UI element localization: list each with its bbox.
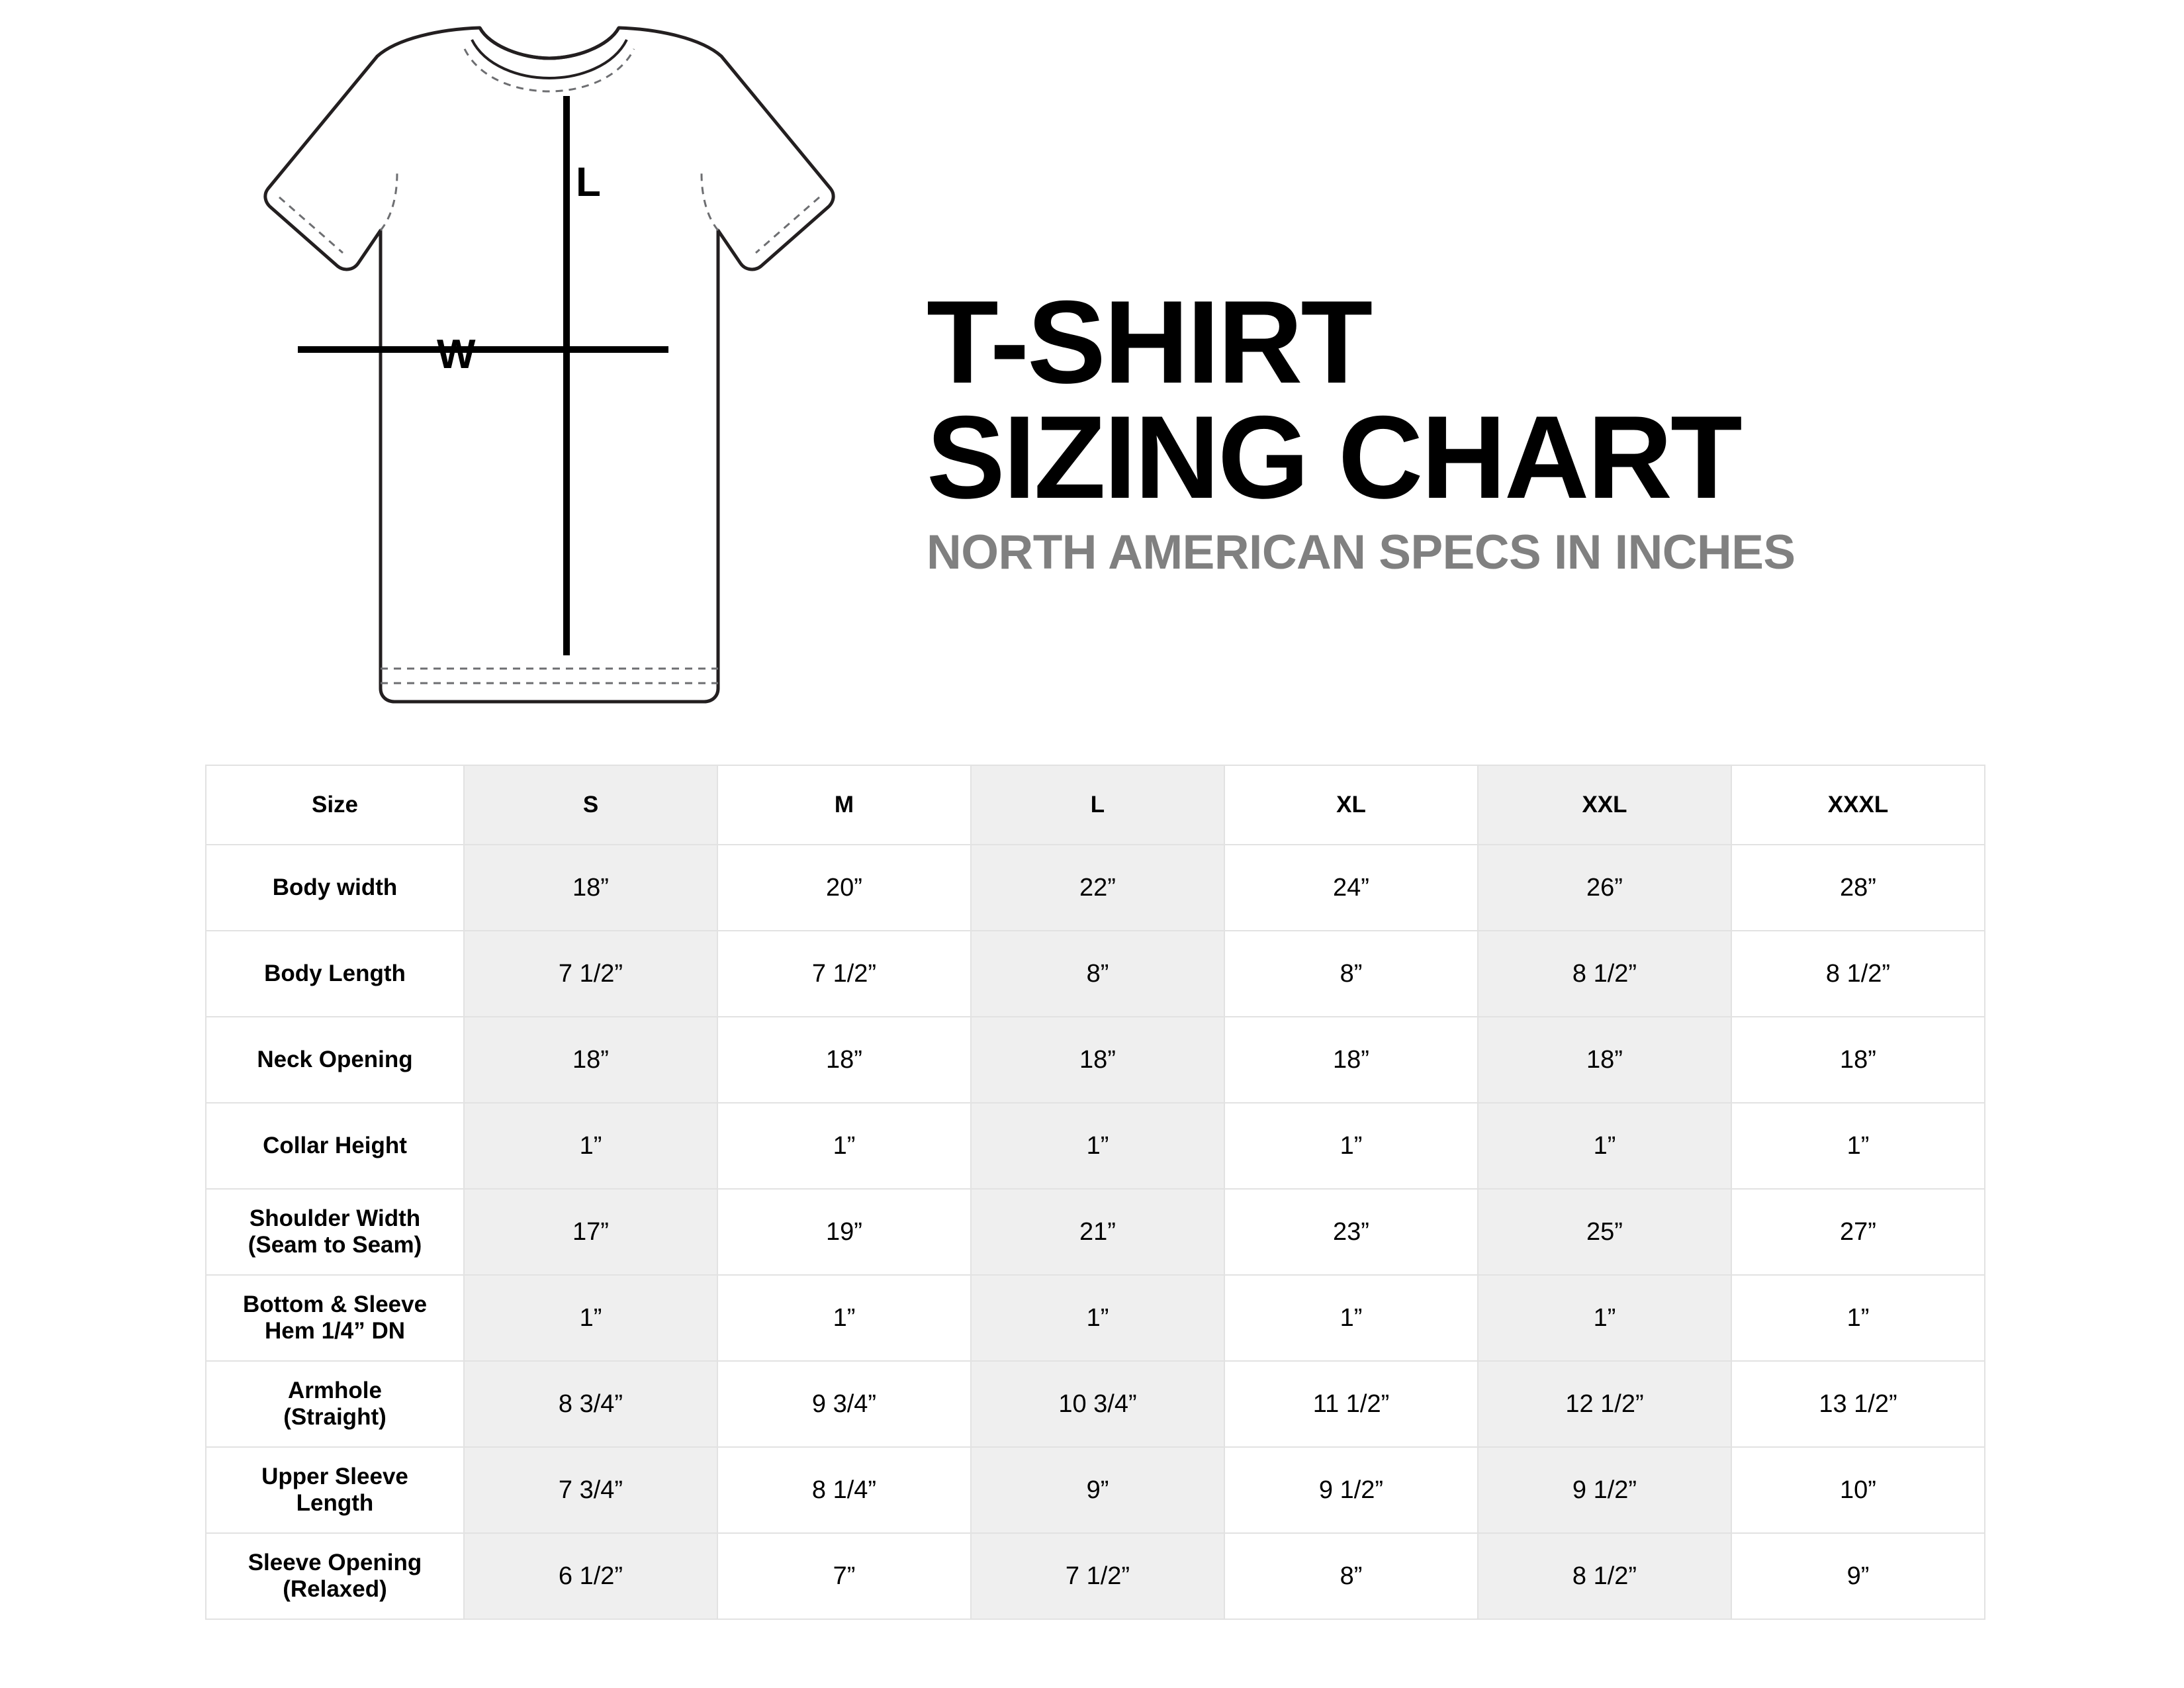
table-cell: 17” <box>464 1189 717 1275</box>
table-cell: 28” <box>1731 845 1985 931</box>
table-cell: 9 1/2” <box>1224 1447 1478 1533</box>
table-cell: 26” <box>1478 845 1731 931</box>
table-cell: 8 1/4” <box>717 1447 971 1533</box>
table-cell: 18” <box>1731 1017 1985 1103</box>
table-cell: 18” <box>464 1017 717 1103</box>
table-cell: 7” <box>717 1533 971 1619</box>
table-cell: 18” <box>1224 1017 1478 1103</box>
column-header-xl: XL <box>1224 765 1478 845</box>
table-cell: 1” <box>1224 1103 1478 1189</box>
table-cell: 1” <box>1224 1275 1478 1361</box>
column-header-size: Size <box>206 765 464 845</box>
table-row <box>206 845 1985 931</box>
table-row <box>206 931 1985 1017</box>
header-area <box>0 0 2184 748</box>
page-title-line1: T-SHIRT <box>927 276 1371 408</box>
table-row <box>206 1017 1985 1103</box>
table-row <box>206 1447 1985 1533</box>
column-header-s: S <box>464 765 717 845</box>
table-cell: 27” <box>1731 1189 1985 1275</box>
page-subtitle: NORTH AMERICAN SPECS IN INCHES <box>927 525 1796 579</box>
row-label: Neck Opening <box>206 1017 464 1103</box>
row-label: Armhole (Straight) <box>206 1361 464 1447</box>
row-label: Body width <box>206 845 464 931</box>
table-cell: 23” <box>1224 1189 1478 1275</box>
table-cell: 18” <box>971 1017 1224 1103</box>
sizing-table <box>205 765 1985 1620</box>
row-label: Sleeve Opening (Relaxed) <box>206 1533 464 1619</box>
column-header-xxxl: XXXL <box>1731 765 1985 845</box>
column-header-xxl: XXL <box>1478 765 1731 845</box>
table-row <box>206 1189 1985 1275</box>
column-header-l: L <box>971 765 1224 845</box>
table-cell: 9 1/2” <box>1478 1447 1731 1533</box>
table-cell: 1” <box>717 1103 971 1189</box>
table-cell: 18” <box>717 1017 971 1103</box>
table-cell: 7 1/2” <box>971 1533 1224 1619</box>
table-cell: 1” <box>464 1103 717 1189</box>
table-cell: 24” <box>1224 845 1478 931</box>
table-cell: 22” <box>971 845 1224 931</box>
length-label: L <box>576 160 601 205</box>
table-cell: 8 1/2” <box>1478 1533 1731 1619</box>
table-cell: 8 3/4” <box>464 1361 717 1447</box>
table-header-row <box>206 765 1985 845</box>
table-cell: 8” <box>1224 1533 1478 1619</box>
table-cell: 9” <box>971 1447 1224 1533</box>
table-header <box>206 765 1985 845</box>
table-cell: 9” <box>1731 1533 1985 1619</box>
table-cell: 19” <box>717 1189 971 1275</box>
row-label: Upper Sleeve Length <box>206 1447 464 1533</box>
table-cell: 10” <box>1731 1447 1985 1533</box>
table-cell: 10 3/4” <box>971 1361 1224 1447</box>
table-cell: 1” <box>464 1275 717 1361</box>
table-row <box>206 1103 1985 1189</box>
page-title-line2: SIZING CHART <box>927 391 1741 524</box>
table-row <box>206 1361 1985 1447</box>
table-cell: 21” <box>971 1189 1224 1275</box>
table-cell: 7 1/2” <box>464 931 717 1017</box>
table-cell: 8” <box>971 931 1224 1017</box>
table-cell: 20” <box>717 845 971 931</box>
table-cell: 7 3/4” <box>464 1447 717 1533</box>
table-cell: 1” <box>1478 1103 1731 1189</box>
row-label: Bottom & Sleeve Hem 1/4” DN <box>206 1275 464 1361</box>
tshirt-outline-icon <box>179 20 854 722</box>
row-label: Collar Height <box>206 1103 464 1189</box>
table-cell: 18” <box>1478 1017 1731 1103</box>
table-cell: 1” <box>1478 1275 1731 1361</box>
row-label: Body Length <box>206 931 464 1017</box>
table-cell: 7 1/2” <box>717 931 971 1017</box>
table-cell: 13 1/2” <box>1731 1361 1985 1447</box>
table-cell: 25” <box>1478 1189 1731 1275</box>
table-row <box>206 1275 1985 1361</box>
table-cell: 1” <box>1731 1275 1985 1361</box>
table-cell: 11 1/2” <box>1224 1361 1478 1447</box>
table-row <box>206 1533 1985 1619</box>
table-cell: 9 3/4” <box>717 1361 971 1447</box>
width-label: W <box>437 332 476 377</box>
table-body <box>206 845 1985 1619</box>
table-cell: 8 1/2” <box>1731 931 1985 1017</box>
sizing-table-wrap <box>205 765 1985 1620</box>
column-header-m: M <box>717 765 971 845</box>
title-block <box>927 276 2091 580</box>
table-cell: 1” <box>971 1275 1224 1361</box>
table-cell: 8” <box>1224 931 1478 1017</box>
table-cell: 1” <box>717 1275 971 1361</box>
table-cell: 12 1/2” <box>1478 1361 1731 1447</box>
table-cell: 1” <box>971 1103 1224 1189</box>
table-cell: 18” <box>464 845 717 931</box>
row-label: Shoulder Width (Seam to Seam) <box>206 1189 464 1275</box>
table-cell: 6 1/2” <box>464 1533 717 1619</box>
table-cell: 1” <box>1731 1103 1985 1189</box>
tshirt-diagram <box>179 20 854 722</box>
table-cell: 8 1/2” <box>1478 931 1731 1017</box>
